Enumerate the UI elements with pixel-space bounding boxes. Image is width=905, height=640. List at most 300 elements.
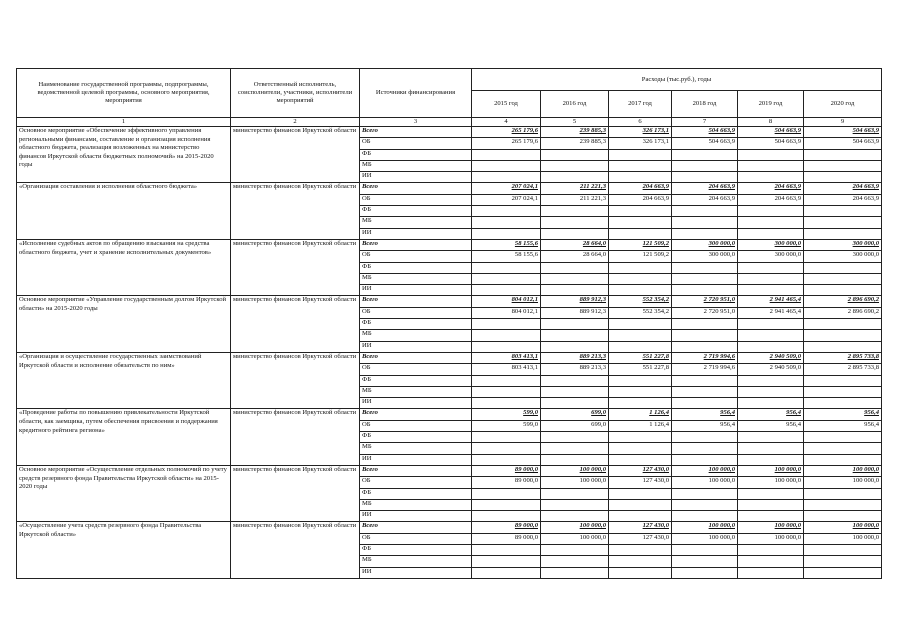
empty-value-cell: [804, 511, 882, 522]
empty-value-cell: [541, 273, 609, 284]
total-value-cell: 100 000,0: [541, 522, 609, 533]
empty-value-cell: [738, 567, 804, 578]
empty-value-cell: [541, 149, 609, 160]
empty-value-cell: [804, 443, 882, 454]
empty-value-cell: [541, 375, 609, 386]
total-value-cell: 204 663,9: [672, 183, 738, 194]
empty-value-cell: [541, 206, 609, 217]
empty-value-cell: [738, 160, 804, 171]
empty-value-cell: [738, 375, 804, 386]
total-value-cell: 2 941 465,4: [738, 296, 804, 307]
empty-value-cell: [609, 330, 672, 341]
total-value-cell: 300 000,0: [804, 239, 882, 250]
empty-value-cell: [609, 443, 672, 454]
empty-value-cell: [541, 556, 609, 567]
ob-value-cell: 2 896 690,2: [804, 307, 882, 318]
responsible-cell: министерство финансов Иркутской области: [231, 352, 360, 408]
total-value-cell: 504 663,9: [672, 127, 738, 138]
source-cell: Всего: [360, 352, 472, 363]
empty-value-cell: [804, 375, 882, 386]
empty-value-cell: [672, 443, 738, 454]
table-row: [17, 239, 882, 250]
ob-value-cell: 121 509,2: [609, 251, 672, 262]
col-number: 9: [804, 118, 882, 127]
empty-value-cell: [541, 499, 609, 510]
source-cell: МБ: [360, 330, 472, 341]
ob-value-cell: 204 663,9: [609, 194, 672, 205]
ob-value-cell: 2 720 951,0: [672, 307, 738, 318]
empty-value-cell: [738, 341, 804, 352]
table-row: [17, 127, 882, 138]
empty-value-cell: [804, 262, 882, 273]
empty-value-cell: [804, 273, 882, 284]
empty-value-cell: [804, 454, 882, 465]
ob-value-cell: 504 663,9: [738, 138, 804, 149]
empty-value-cell: [738, 319, 804, 330]
empty-value-cell: [738, 443, 804, 454]
empty-value-cell: [609, 556, 672, 567]
empty-value-cell: [472, 273, 541, 284]
ob-value-cell: 204 663,9: [804, 194, 882, 205]
empty-value-cell: [472, 488, 541, 499]
empty-value-cell: [672, 556, 738, 567]
empty-value-cell: [609, 375, 672, 386]
ob-value-cell: 300 000,0: [672, 251, 738, 262]
total-value-cell: 889 912,3: [541, 296, 609, 307]
empty-value-cell: [609, 206, 672, 217]
ob-value-cell: 2 940 509,0: [738, 364, 804, 375]
source-cell: ФБ: [360, 488, 472, 499]
empty-value-cell: [609, 160, 672, 171]
responsible-cell: министерство финансов Иркутской области: [231, 183, 360, 239]
ob-value-cell: 100 000,0: [804, 477, 882, 488]
source-cell: ОБ: [360, 477, 472, 488]
empty-value-cell: [738, 398, 804, 409]
total-value-cell: 803 413,1: [472, 352, 541, 363]
empty-value-cell: [609, 499, 672, 510]
source-cell: ОБ: [360, 533, 472, 544]
empty-value-cell: [738, 273, 804, 284]
ob-value-cell: 804 012,1: [472, 307, 541, 318]
empty-value-cell: [541, 454, 609, 465]
col-number: 5: [541, 118, 609, 127]
responsible-cell: министерство финансов Иркутской области: [231, 127, 360, 183]
ob-value-cell: 956,4: [804, 420, 882, 431]
col-header-responsible: Ответственный исполнитель, соисполнители, участники, исполнители мероприятий: [231, 69, 360, 118]
empty-value-cell: [609, 544, 672, 555]
empty-value-cell: [609, 511, 672, 522]
empty-value-cell: [472, 341, 541, 352]
col-number: 7: [672, 118, 738, 127]
total-value-cell: 2 940 509,0: [738, 352, 804, 363]
empty-value-cell: [609, 319, 672, 330]
empty-value-cell: [472, 386, 541, 397]
ob-value-cell: 100 000,0: [738, 533, 804, 544]
empty-value-cell: [804, 544, 882, 555]
empty-value-cell: [804, 499, 882, 510]
total-value-cell: 100 000,0: [738, 522, 804, 533]
source-cell: ИИ: [360, 172, 472, 183]
source-cell: МБ: [360, 273, 472, 284]
source-cell: Всего: [360, 465, 472, 476]
col-number: 2: [231, 118, 360, 127]
empty-value-cell: [472, 511, 541, 522]
empty-value-cell: [672, 262, 738, 273]
table-row: [17, 465, 882, 476]
total-value-cell: 2 896 690,2: [804, 296, 882, 307]
empty-value-cell: [541, 341, 609, 352]
source-cell: ФБ: [360, 149, 472, 160]
empty-value-cell: [472, 285, 541, 296]
empty-value-cell: [738, 544, 804, 555]
ob-value-cell: 803 413,1: [472, 364, 541, 375]
source-cell: ИИ: [360, 228, 472, 239]
source-cell: ОБ: [360, 138, 472, 149]
empty-value-cell: [804, 285, 882, 296]
empty-value-cell: [672, 341, 738, 352]
total-value-cell: 89 000,0: [472, 465, 541, 476]
empty-value-cell: [609, 217, 672, 228]
empty-value-cell: [472, 556, 541, 567]
col-number: 3: [360, 118, 472, 127]
empty-value-cell: [738, 330, 804, 341]
total-value-cell: 552 354,2: [609, 296, 672, 307]
ob-value-cell: 127 430,0: [609, 533, 672, 544]
empty-value-cell: [472, 160, 541, 171]
total-value-cell: 204 663,9: [804, 183, 882, 194]
ob-value-cell: 89 000,0: [472, 477, 541, 488]
ob-value-cell: 100 000,0: [804, 533, 882, 544]
empty-value-cell: [804, 386, 882, 397]
total-value-cell: 100 000,0: [672, 522, 738, 533]
total-value-cell: 127 430,0: [609, 465, 672, 476]
total-value-cell: 204 663,9: [738, 183, 804, 194]
empty-value-cell: [609, 172, 672, 183]
empty-value-cell: [609, 341, 672, 352]
ob-value-cell: 2 895 733,8: [804, 364, 882, 375]
source-cell: Всего: [360, 296, 472, 307]
source-cell: ОБ: [360, 420, 472, 431]
source-cell: ИИ: [360, 285, 472, 296]
empty-value-cell: [672, 273, 738, 284]
empty-value-cell: [672, 432, 738, 443]
ob-value-cell: 552 354,2: [609, 307, 672, 318]
total-value-cell: 300 000,0: [738, 239, 804, 250]
empty-value-cell: [472, 375, 541, 386]
source-cell: ФБ: [360, 432, 472, 443]
empty-value-cell: [738, 499, 804, 510]
source-cell: ИИ: [360, 567, 472, 578]
total-value-cell: 599,0: [472, 409, 541, 420]
ob-value-cell: 956,4: [738, 420, 804, 431]
empty-value-cell: [804, 432, 882, 443]
empty-value-cell: [609, 454, 672, 465]
source-cell: ОБ: [360, 364, 472, 375]
source-cell: Всего: [360, 522, 472, 533]
empty-value-cell: [541, 319, 609, 330]
responsible-cell: министерство финансов Иркутской области: [231, 409, 360, 465]
empty-value-cell: [609, 149, 672, 160]
total-value-cell: 2 895 733,8: [804, 352, 882, 363]
col-header-source: Источники финансирования: [360, 69, 472, 118]
empty-value-cell: [672, 567, 738, 578]
total-value-cell: 1 126,4: [609, 409, 672, 420]
ob-value-cell: 207 024,1: [472, 194, 541, 205]
source-cell: ОБ: [360, 251, 472, 262]
program-name-cell: Основное мероприятие «Управление государственным долгом Иркутской области» на 2015-2020 годы: [17, 296, 231, 352]
ob-value-cell: 699,0: [541, 420, 609, 431]
ob-value-cell: 599,0: [472, 420, 541, 431]
total-value-cell: 100 000,0: [541, 465, 609, 476]
empty-value-cell: [541, 386, 609, 397]
empty-value-cell: [609, 398, 672, 409]
source-cell: ИИ: [360, 398, 472, 409]
program-name-cell: Основное мероприятие «Обеспечение эффективного управления региональными финансами, составление и организация исполнения областного бюджета, реализация возложенных на министерство финансов Иркутской области бюджетных полномочий» на 2015-2020 годы: [17, 127, 231, 183]
source-cell: МБ: [360, 386, 472, 397]
empty-value-cell: [609, 285, 672, 296]
total-value-cell: 956,4: [738, 409, 804, 420]
empty-value-cell: [672, 330, 738, 341]
col-number: 8: [738, 118, 804, 127]
ob-value-cell: 2 941 465,4: [738, 307, 804, 318]
empty-value-cell: [738, 172, 804, 183]
total-value-cell: 699,0: [541, 409, 609, 420]
empty-value-cell: [672, 319, 738, 330]
empty-value-cell: [804, 398, 882, 409]
source-cell: МБ: [360, 499, 472, 510]
total-value-cell: 100 000,0: [738, 465, 804, 476]
empty-value-cell: [738, 149, 804, 160]
empty-value-cell: [609, 262, 672, 273]
table-row: [17, 183, 882, 194]
empty-value-cell: [541, 511, 609, 522]
empty-value-cell: [472, 228, 541, 239]
responsible-cell: министерство финансов Иркутской области: [231, 296, 360, 352]
empty-value-cell: [738, 454, 804, 465]
source-cell: ИИ: [360, 454, 472, 465]
ob-value-cell: 300 000,0: [804, 251, 882, 262]
col-header-name: Наименование государственной программы, подпрограммы, ведомственной целевой программы, основного мероприятия, мероприятия: [17, 69, 231, 118]
program-name-cell: «Осуществление учета средств резервного фонда Правительства Иркутской области»: [17, 522, 231, 578]
program-name-cell: «Организация и осуществление государственных заимствований Иркутской области и исполнение обязательств по ним»: [17, 352, 231, 408]
empty-value-cell: [472, 172, 541, 183]
empty-value-cell: [672, 454, 738, 465]
empty-value-cell: [672, 160, 738, 171]
total-value-cell: 956,4: [804, 409, 882, 420]
col-header-year: 2020 год: [804, 91, 882, 118]
col-header-year: 2019 год: [738, 91, 804, 118]
empty-value-cell: [609, 432, 672, 443]
source-cell: ОБ: [360, 307, 472, 318]
empty-value-cell: [472, 499, 541, 510]
total-value-cell: 127 430,0: [609, 522, 672, 533]
empty-value-cell: [541, 488, 609, 499]
source-cell: ФБ: [360, 262, 472, 273]
empty-value-cell: [541, 172, 609, 183]
total-value-cell: 121 509,2: [609, 239, 672, 250]
empty-value-cell: [738, 206, 804, 217]
ob-value-cell: 239 885,3: [541, 138, 609, 149]
ob-value-cell: 100 000,0: [541, 477, 609, 488]
source-cell: МБ: [360, 443, 472, 454]
ob-value-cell: 204 663,9: [738, 194, 804, 205]
empty-value-cell: [472, 454, 541, 465]
empty-value-cell: [472, 319, 541, 330]
total-value-cell: 28 664,0: [541, 239, 609, 250]
total-value-cell: 100 000,0: [672, 465, 738, 476]
empty-value-cell: [541, 228, 609, 239]
table-row: [17, 409, 882, 420]
total-value-cell: 207 024,1: [472, 183, 541, 194]
empty-value-cell: [541, 330, 609, 341]
col-number: 6: [609, 118, 672, 127]
ob-value-cell: 300 000,0: [738, 251, 804, 262]
ob-value-cell: 326 173,1: [609, 138, 672, 149]
empty-value-cell: [804, 488, 882, 499]
empty-value-cell: [672, 149, 738, 160]
responsible-cell: министерство финансов Иркутской области: [231, 465, 360, 521]
program-name-cell: Основное мероприятие «Осуществление отдельных полномочий по учету средств резервного фонда Правительства Иркутской области» на 2015-2020 годы: [17, 465, 231, 521]
total-value-cell: 58 155,6: [472, 239, 541, 250]
ob-value-cell: 956,4: [672, 420, 738, 431]
empty-value-cell: [672, 172, 738, 183]
empty-value-cell: [738, 262, 804, 273]
program-name-cell: «Исполнение судебных актов по обращению взыскания на средства областного бюджета, учет и хранение исполнительных документов»: [17, 239, 231, 295]
empty-value-cell: [672, 386, 738, 397]
empty-value-cell: [472, 149, 541, 160]
ob-value-cell: 204 663,9: [672, 194, 738, 205]
empty-value-cell: [609, 567, 672, 578]
ob-value-cell: 1 126,4: [609, 420, 672, 431]
empty-value-cell: [804, 567, 882, 578]
empty-value-cell: [804, 341, 882, 352]
empty-value-cell: [804, 160, 882, 171]
col-number: 4: [472, 118, 541, 127]
empty-value-cell: [738, 432, 804, 443]
empty-value-cell: [472, 206, 541, 217]
source-cell: ФБ: [360, 544, 472, 555]
empty-value-cell: [609, 488, 672, 499]
empty-value-cell: [804, 330, 882, 341]
total-value-cell: 551 227,8: [609, 352, 672, 363]
source-cell: ИИ: [360, 341, 472, 352]
empty-value-cell: [672, 228, 738, 239]
empty-value-cell: [672, 217, 738, 228]
ob-value-cell: 889 213,3: [541, 364, 609, 375]
ob-value-cell: 58 155,6: [472, 251, 541, 262]
ob-value-cell: 100 000,0: [738, 477, 804, 488]
ob-value-cell: 211 221,3: [541, 194, 609, 205]
total-value-cell: 2 719 994,6: [672, 352, 738, 363]
total-value-cell: 504 663,9: [738, 127, 804, 138]
ob-value-cell: 100 000,0: [672, 533, 738, 544]
empty-value-cell: [672, 285, 738, 296]
empty-value-cell: [609, 273, 672, 284]
empty-value-cell: [672, 375, 738, 386]
ob-value-cell: 889 912,3: [541, 307, 609, 318]
ob-value-cell: 100 000,0: [672, 477, 738, 488]
source-cell: ОБ: [360, 194, 472, 205]
empty-value-cell: [472, 398, 541, 409]
empty-value-cell: [541, 544, 609, 555]
empty-value-cell: [541, 443, 609, 454]
table-row: [17, 522, 882, 533]
program-name-cell: «Организация составления и исполнения областного бюджета»: [17, 183, 231, 239]
empty-value-cell: [472, 544, 541, 555]
empty-value-cell: [738, 285, 804, 296]
empty-value-cell: [541, 398, 609, 409]
empty-value-cell: [472, 567, 541, 578]
total-value-cell: 804 012,1: [472, 296, 541, 307]
empty-value-cell: [609, 386, 672, 397]
empty-value-cell: [738, 511, 804, 522]
table-row: [17, 352, 882, 363]
total-value-cell: 89 000,0: [472, 522, 541, 533]
ob-value-cell: 265 179,6: [472, 138, 541, 149]
ob-value-cell: 504 663,9: [672, 138, 738, 149]
col-number: 1: [17, 118, 231, 127]
source-cell: ФБ: [360, 319, 472, 330]
empty-value-cell: [738, 556, 804, 567]
empty-value-cell: [541, 432, 609, 443]
source-cell: ИИ: [360, 511, 472, 522]
empty-value-cell: [738, 386, 804, 397]
table-row: [17, 296, 882, 307]
budget-table-page: [16, 68, 881, 579]
source-cell: ФБ: [360, 206, 472, 217]
empty-value-cell: [472, 330, 541, 341]
total-value-cell: 211 221,3: [541, 183, 609, 194]
source-cell: Всего: [360, 127, 472, 138]
empty-value-cell: [609, 228, 672, 239]
empty-value-cell: [804, 149, 882, 160]
responsible-cell: министерство финансов Иркутской области: [231, 522, 360, 578]
total-value-cell: 300 000,0: [672, 239, 738, 250]
total-value-cell: 956,4: [672, 409, 738, 420]
empty-value-cell: [672, 499, 738, 510]
empty-value-cell: [541, 217, 609, 228]
empty-value-cell: [541, 285, 609, 296]
source-cell: ФБ: [360, 375, 472, 386]
ob-value-cell: 127 430,0: [609, 477, 672, 488]
source-cell: МБ: [360, 556, 472, 567]
empty-value-cell: [541, 262, 609, 273]
empty-value-cell: [738, 488, 804, 499]
ob-value-cell: 551 227,8: [609, 364, 672, 375]
total-value-cell: 265 179,6: [472, 127, 541, 138]
ob-value-cell: 100 000,0: [541, 533, 609, 544]
empty-value-cell: [541, 160, 609, 171]
empty-value-cell: [672, 488, 738, 499]
empty-value-cell: [804, 319, 882, 330]
responsible-cell: министерство финансов Иркутской области: [231, 239, 360, 295]
program-name-cell: «Проведение работы по повышению привлекательности Иркутской области, как заемщика, путем обеспечения присвоения и поддержания кредитного рейтинга региона»: [17, 409, 231, 465]
empty-value-cell: [804, 172, 882, 183]
empty-value-cell: [472, 443, 541, 454]
total-value-cell: 100 000,0: [804, 522, 882, 533]
col-header-year: 2015 год: [472, 91, 541, 118]
col-header-year: 2018 год: [672, 91, 738, 118]
empty-value-cell: [472, 262, 541, 273]
ob-value-cell: 2 719 994,6: [672, 364, 738, 375]
empty-value-cell: [672, 206, 738, 217]
table-body: [17, 127, 882, 579]
ob-value-cell: 504 663,9: [804, 138, 882, 149]
source-cell: МБ: [360, 217, 472, 228]
total-value-cell: 326 173,1: [609, 127, 672, 138]
col-header-year: 2016 год: [541, 91, 609, 118]
source-cell: Всего: [360, 183, 472, 194]
